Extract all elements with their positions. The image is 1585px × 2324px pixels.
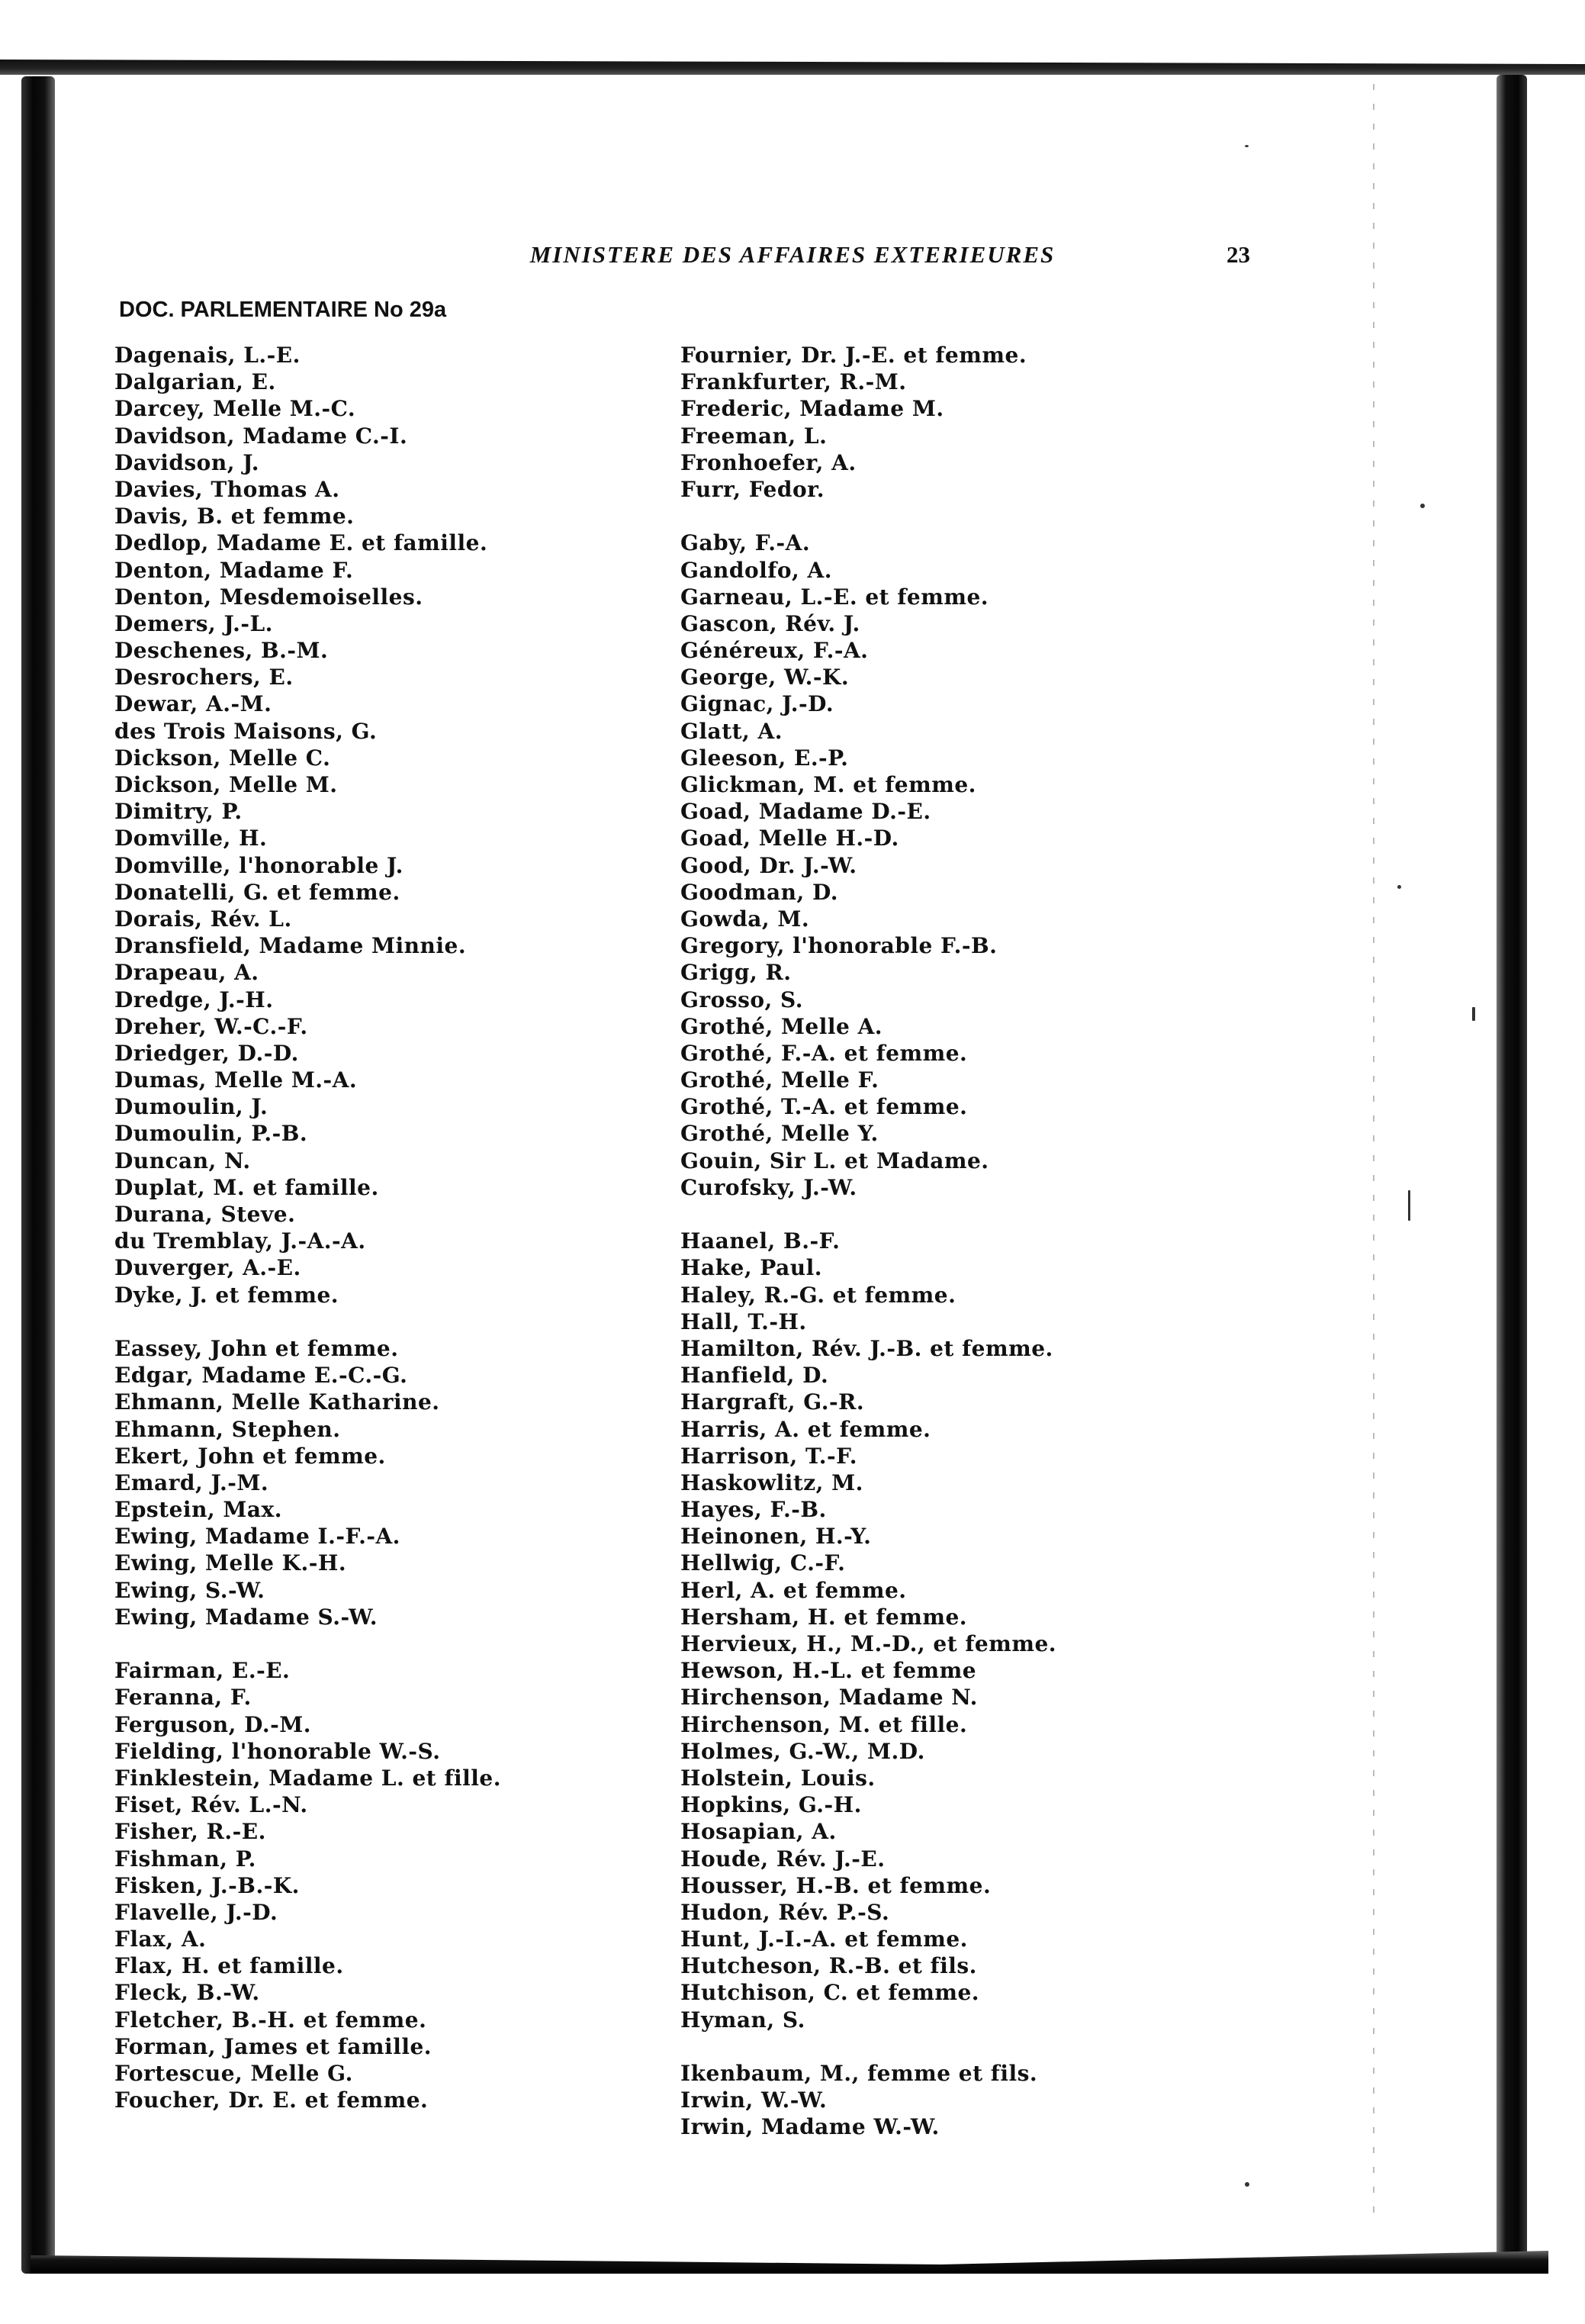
name-entry: Fiset, Rév. L.-N.: [114, 1792, 308, 1818]
name-entry: Hamilton, Rév. J.-B. et femme.: [680, 1335, 1053, 1361]
name-entry: Curofsky, J.-W.: [680, 1174, 857, 1200]
name-entry: Hopkins, G.-H.: [680, 1792, 862, 1818]
name-entry: Darcey, Melle M.-C.: [114, 396, 356, 422]
name-entry: Duncan, N.: [114, 1148, 251, 1173]
scan-speck: [1420, 504, 1425, 508]
name-entry: Harris, A. et femme.: [680, 1416, 931, 1442]
name-entry: Ewing, Madame S.-W.: [114, 1604, 378, 1630]
name-entry: Hall, T.-H.: [680, 1308, 807, 1334]
name-entry: Haley, R.-G. et femme.: [680, 1282, 956, 1308]
name-entry: Duverger, A.-E.: [114, 1255, 301, 1281]
name-entry: Dumoulin, P.-B.: [114, 1121, 308, 1147]
name-entry: Hudon, Rév. P.-S.: [680, 1899, 890, 1925]
name-entry: Goad, Madame D.-E.: [680, 799, 931, 825]
name-entry: Fishman, P.: [114, 1846, 256, 1872]
name-entry: Frederic, Madame M.: [680, 396, 944, 422]
name-entry: Dalgarian, E.: [114, 369, 276, 395]
name-entry: Dredge, J.-H.: [114, 987, 274, 1012]
name-entry: Hirchenson, M. et fille.: [680, 1711, 968, 1737]
name-entry: Dewar, A.-M.: [114, 691, 272, 717]
name-entry: Gandolfo, A.: [680, 557, 832, 583]
name-entry: Dreher, W.-C.-F.: [114, 1013, 308, 1039]
name-entry: Dimitry, P.: [114, 799, 243, 825]
running-title: MINISTERE DES AFFAIRES EXTERIEURES: [529, 241, 1056, 268]
name-entry: Gascon, Rév. J.: [680, 610, 860, 636]
scan-speck: [1245, 145, 1249, 147]
page-frame-top: [0, 60, 1585, 75]
name-entry: Ehmann, Stephen.: [114, 1416, 341, 1442]
name-entry: Driedger, D.-D.: [114, 1040, 299, 1066]
name-entry: Hanfield, D.: [680, 1363, 829, 1389]
name-entry: Heinonen, H.-Y.: [680, 1524, 872, 1550]
name-entry: Davidson, Madame C.-I.: [114, 423, 408, 449]
name-entry: Harrison, T.-F.: [680, 1443, 857, 1469]
name-entry: Edgar, Madame E.-C.-G.: [114, 1363, 408, 1389]
name-entry: Gouin, Sir L. et Madame.: [680, 1148, 989, 1173]
name-entry: Glatt, A.: [680, 718, 783, 744]
name-entry: Fronhoefer, A.: [680, 449, 857, 475]
name-entry: Deschenes, B.-M.: [114, 638, 329, 664]
right-name-column: [680, 342, 1056, 2141]
name-entry: Hewson, H.-L. et femme: [680, 1658, 977, 1684]
name-entry: Hyman, S.: [680, 2007, 805, 2033]
name-entry: Domville, H.: [114, 826, 268, 851]
page-frame-left: [21, 76, 55, 2274]
name-entry: Grothé, Melle A.: [680, 1013, 883, 1039]
name-entry: Hosapian, A.: [680, 1819, 837, 1845]
name-entry: Eassey, John et femme.: [114, 1335, 399, 1361]
name-entry: Flax, A.: [114, 1926, 207, 1952]
name-entry: Feranna, F.: [114, 1685, 252, 1711]
name-entry: Gleeson, E.-P.: [680, 745, 849, 771]
name-entry: Fournier, Dr. J.-E. et femme.: [680, 343, 1027, 368]
name-entry: Housser, H.-B. et femme.: [680, 1872, 992, 1898]
name-entry: du Tremblay, J.-A.-A.: [114, 1228, 366, 1254]
name-entry: Goad, Melle H.-D.: [680, 826, 899, 851]
name-entry: Holmes, G.-W., M.D.: [680, 1738, 925, 1764]
name-entry: Irwin, Madame W.-W.: [680, 2114, 940, 2140]
scan-speck: [1245, 2182, 1249, 2187]
name-entry: Dumas, Melle M.-A.: [114, 1067, 358, 1093]
name-entry: Gaby, F.-A.: [680, 530, 811, 556]
left-name-column: [114, 342, 501, 2113]
document-label: DOC. PARLEMENTAIRE No 29a: [119, 298, 447, 322]
name-entry: Foucher, Dr. E. et femme.: [114, 2087, 429, 2113]
name-entry: Ikenbaum, M., femme et fils.: [680, 2061, 1038, 2086]
name-entry: Grothé, T.-A. et femme.: [680, 1094, 968, 1120]
name-entry: Herl, A. et femme.: [680, 1577, 907, 1603]
name-entry: Dumoulin, J.: [114, 1094, 268, 1120]
name-entry: Grigg, R.: [680, 960, 792, 986]
name-entry: Furr, Fedor.: [680, 476, 825, 502]
scan-speck: [1408, 1190, 1410, 1221]
name-entry: Grothé, F.-A. et femme.: [680, 1040, 968, 1066]
name-entry: Généreux, F.-A.: [680, 638, 869, 664]
name-entry: Dedlop, Madame E. et famille.: [114, 530, 488, 556]
name-entry: Hargraft, G.-R.: [680, 1389, 865, 1415]
name-entry: Glickman, M. et femme.: [680, 772, 976, 797]
name-entry: Ewing, Melle K.-H.: [114, 1550, 347, 1576]
page-frame-right: [1497, 75, 1527, 2272]
name-entry: Ehmann, Melle Katharine.: [114, 1389, 440, 1415]
name-entry: Holstein, Louis.: [680, 1765, 876, 1791]
name-entry: Grosso, S.: [680, 987, 804, 1012]
name-entry: Dagenais, L.-E.: [114, 343, 301, 368]
name-entry: Haskowlitz, M.: [680, 1469, 863, 1495]
name-entry: Hersham, H. et femme.: [680, 1604, 968, 1630]
name-entry: Gregory, l'honorable F.-B.: [680, 933, 998, 959]
name-entry: Gowda, M.: [680, 906, 810, 932]
name-entry: Denton, Madame F.: [114, 557, 354, 583]
name-entry: Davis, B. et femme.: [114, 504, 355, 529]
name-entry: Gignac, J.-D.: [680, 691, 834, 717]
name-entry: Fleck, B.-W.: [114, 1980, 260, 2006]
name-entry: Fortescue, Melle G.: [114, 2061, 353, 2086]
name-entry: Flax, H. et famille.: [114, 1953, 344, 1979]
name-entry: Forman, James et famille.: [114, 2033, 432, 2059]
name-entry: Ferguson, D.-M.: [114, 1711, 312, 1737]
name-entry: Fairman, E.-E.: [114, 1658, 291, 1684]
name-entry: Good, Dr. J.-W.: [680, 852, 857, 878]
name-entry: Grothé, Melle Y.: [680, 1121, 879, 1147]
name-entry: Hunt, J.-I.-A. et femme.: [680, 1926, 968, 1952]
name-entry: Dyke, J. et femme.: [114, 1282, 339, 1308]
name-entry: Dickson, Melle C.: [114, 745, 331, 771]
name-entry: Demers, J.-L.: [114, 610, 273, 636]
name-entry: Desrochers, E.: [114, 665, 294, 690]
name-entry: Davidson, J.: [114, 449, 260, 475]
name-entry: Fielding, l'honorable W.-S.: [114, 1738, 441, 1764]
name-entry: Fisken, J.-B.-K.: [114, 1872, 300, 1898]
name-entry: Emard, J.-M.: [114, 1469, 269, 1495]
name-entry: Epstein, Max.: [114, 1497, 282, 1523]
name-entry: Hake, Paul.: [680, 1255, 822, 1281]
name-entry: Hutchison, C. et femme.: [680, 1980, 980, 2006]
section-gap: [680, 1201, 1056, 1228]
name-entry: Dickson, Melle M.: [114, 772, 338, 797]
name-entry: Freeman, L.: [680, 423, 828, 449]
name-entry: Haanel, B.-F.: [680, 1228, 841, 1254]
name-entry: Dorais, Rév. L.: [114, 906, 292, 932]
name-entry: Finklestein, Madame L. et fille.: [114, 1765, 501, 1791]
section-gap: [114, 1630, 501, 1657]
name-entry: Flavelle, J.-D.: [114, 1899, 278, 1925]
name-entry: Davies, Thomas A.: [114, 476, 340, 502]
name-entry: Ewing, S.-W.: [114, 1577, 265, 1603]
name-entry: Denton, Mesdemoiselles.: [114, 584, 423, 610]
name-entry: Fisher, R.-E.: [114, 1819, 266, 1845]
name-entry: Ewing, Madame I.-F.-A.: [114, 1524, 400, 1550]
scan-speck: [1472, 1007, 1475, 1021]
name-entry: Drapeau, A.: [114, 960, 259, 986]
name-entry: Hayes, F.-B.: [680, 1497, 827, 1523]
binding-gutter: [1373, 84, 1374, 2220]
section-gap: [114, 1308, 501, 1335]
name-entry: George, W.-K.: [680, 665, 850, 690]
name-entry: Houde, Rév. J.-E.: [680, 1846, 886, 1872]
page-number: 23: [1227, 241, 1250, 268]
name-entry: Fletcher, B.-H. et femme.: [114, 2007, 427, 2033]
name-entry: Hutcheson, R.-B. et fils.: [680, 1953, 977, 1979]
name-entry: Frankfurter, R.-M.: [680, 369, 907, 395]
scan-speck: [1397, 885, 1401, 889]
name-entry: Donatelli, G. et femme.: [114, 879, 400, 905]
name-entry: Domville, l'honorable J.: [114, 852, 403, 878]
name-entry: des Trois Maisons, G.: [114, 718, 378, 744]
name-entry: Irwin, W.-W.: [680, 2087, 828, 2113]
section-gap: [680, 503, 1056, 529]
name-entry: Grothé, Melle F.: [680, 1067, 879, 1093]
name-entry: Goodman, D.: [680, 879, 838, 905]
name-entry: Hirchenson, Madame N.: [680, 1685, 978, 1711]
name-entry: Durana, Steve.: [114, 1202, 296, 1227]
name-entry: Garneau, L.-E. et femme.: [680, 584, 989, 610]
name-entry: Hervieux, H., M.-D., et femme.: [680, 1631, 1057, 1656]
page-frame-bottom: [31, 2251, 1548, 2274]
name-entry: Hellwig, C.-F.: [680, 1550, 846, 1576]
name-entry: Ekert, John et femme.: [114, 1443, 386, 1469]
name-entry: Dransfield, Madame Minnie.: [114, 933, 467, 959]
section-gap: [680, 2033, 1056, 2060]
name-entry: Duplat, M. et famille.: [114, 1174, 379, 1200]
